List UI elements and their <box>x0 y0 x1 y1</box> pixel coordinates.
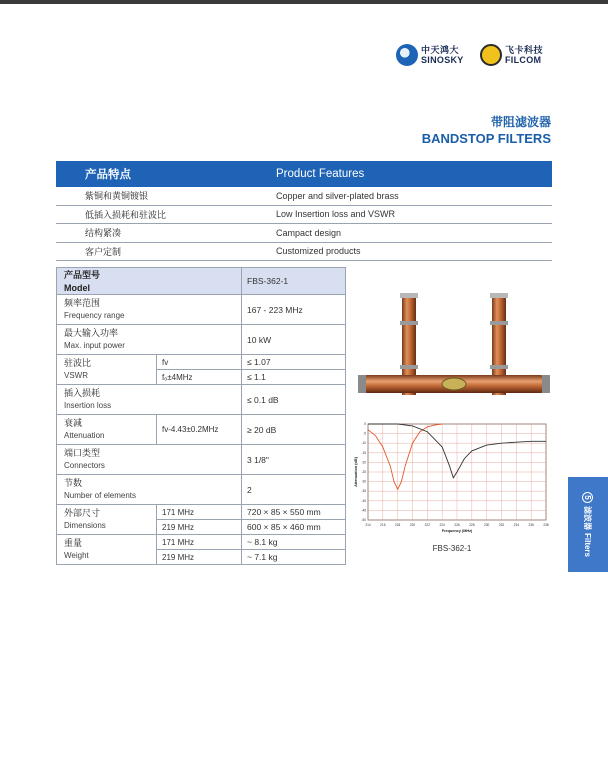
x-tick-label: 234 <box>513 523 519 527</box>
x-tick-label: 228 <box>469 523 475 527</box>
sinosky-logo-cn: 中天鸿大 <box>421 44 460 55</box>
weight-condition-1: 171 MHz <box>157 535 242 550</box>
weight-condition-2: 219 MHz <box>157 550 242 565</box>
x-axis-label: Frequency (MHz) <box>441 529 473 533</box>
section-tab-filters[interactable] <box>568 477 608 572</box>
spec-row-weight <box>57 535 346 550</box>
features-header-cn: 产品特点 <box>85 169 131 181</box>
x-tick-label: 226 <box>454 523 460 527</box>
atten-label-en: Attenuation <box>64 431 105 440</box>
atten-label-cn: 衰减 <box>64 418 83 428</box>
model-label-cn: 产品型号 <box>64 269 101 280</box>
sinosky-logo-icon <box>396 44 418 66</box>
power-label-en: Max. input power <box>64 341 125 350</box>
y-tick-label: -40 <box>361 498 366 503</box>
x-tick-label: 232 <box>498 523 505 527</box>
y-tick-label: -20 <box>361 460 366 465</box>
connectors-label-en: Connectors <box>64 461 105 470</box>
dimensions-value-1: 720 × 85 × 550 mm <box>242 505 346 520</box>
spec-row-dimensions <box>57 505 346 520</box>
spec-table <box>56 267 346 565</box>
vswr-value-2: ≤ 1.1 <box>242 370 346 385</box>
weight-label-en: Weight <box>64 551 89 560</box>
x-tick-label: 216 <box>380 523 386 527</box>
dimensions-label-cn: 外部尺寸 <box>64 508 101 518</box>
cap-left <box>400 293 418 298</box>
x-tick-label: 230 <box>484 523 490 527</box>
page-title-cn: 带阻滤波器 <box>490 115 551 129</box>
vswr-value-1: ≤ 1.07 <box>242 355 346 370</box>
x-tick-label: 224 <box>439 523 445 527</box>
connectors-label-cn: 端口类型 <box>64 448 101 458</box>
power-label-cn: 最大输入功率 <box>64 328 119 338</box>
feature-en: Low Insertion loss and VSWR <box>276 209 396 220</box>
features-table <box>56 161 552 261</box>
features-header-en: Product Features <box>276 168 365 180</box>
elements-label-cn: 节数 <box>64 478 83 488</box>
feature-en: Copper and silver-plated brass <box>276 190 399 201</box>
clamp-left-1 <box>400 321 418 325</box>
product-photo <box>356 283 552 413</box>
section-title-cn: 滤波器 <box>583 505 593 530</box>
feature-cn: 紫铜和黄铜镀银 <box>85 191 149 202</box>
section-number: 5 <box>583 492 594 503</box>
x-tick-label: 214 <box>365 523 371 527</box>
top-bar <box>0 0 608 4</box>
feature-en: Campact design <box>276 227 342 238</box>
y-tick-label: -50 <box>361 518 366 522</box>
feature-row <box>56 243 552 262</box>
y-tick-label: 0 <box>364 422 366 426</box>
y-tick-label: -5 <box>363 431 366 436</box>
spec-row-model <box>57 268 346 295</box>
spec-row-insertion-loss <box>57 385 346 415</box>
connector-right <box>542 375 550 393</box>
filcom-logo-en: FILCOM <box>505 54 542 65</box>
filcom-logo-cn: 飞卡科技 <box>505 44 544 55</box>
dimensions-condition-1: 171 MHz <box>157 505 242 520</box>
sinosky-logo-en: SINOSKY <box>421 54 464 65</box>
vswr-condition-2: fₒ±4MHz <box>157 370 242 385</box>
loss-label-cn: 插入损耗 <box>64 388 101 398</box>
spec-row-attenuation <box>57 415 346 445</box>
cap-right <box>490 293 508 298</box>
weight-value-2: ~ 7.1 kg <box>242 550 346 565</box>
sinosky-logo <box>396 44 464 66</box>
section-title-en: Filters <box>583 532 593 557</box>
connectors-value: 3 1/8" <box>242 445 346 475</box>
feature-row <box>56 206 552 225</box>
x-tick-label: 218 <box>395 523 401 527</box>
clamp-right-2 <box>490 365 508 369</box>
connector-left <box>358 375 366 393</box>
clamp-left-2 <box>400 365 418 369</box>
dimensions-label-en: Dimensions <box>64 521 106 530</box>
y-tick-label: -25 <box>361 470 366 474</box>
spec-row-frequency <box>57 295 346 325</box>
section-tab-label <box>568 477 608 572</box>
y-tick-label: -35 <box>361 489 366 494</box>
vswr-label-cn: 驻波比 <box>64 358 92 368</box>
y-tick-label: -15 <box>361 450 366 455</box>
page-title-en: BANDSTOP FILTERS <box>421 131 551 146</box>
x-tick-label: 220 <box>409 523 416 527</box>
dimensions-value-2: 600 × 85 × 460 mm <box>242 520 346 535</box>
frequency-label-en: Frequency range <box>64 311 125 320</box>
model-value: FBS-362-1 <box>242 268 346 295</box>
y-tick-label: -10 <box>361 441 366 446</box>
spec-row-vswr <box>57 355 346 370</box>
spec-row-connectors <box>57 445 346 475</box>
weight-value-1: ~ 8.1 kg <box>242 535 346 550</box>
chart-caption: FBS-362-1 <box>432 544 472 553</box>
attenuation-chart <box>352 420 552 540</box>
atten-condition: fv-4.43±0.2MHz <box>157 415 242 445</box>
dimensions-condition-2: 219 MHz <box>157 520 242 535</box>
features-header <box>56 161 552 187</box>
spec-row-elements <box>57 475 346 505</box>
x-tick-label: 222 <box>424 523 430 527</box>
loss-label-en: Insertion loss <box>64 401 112 410</box>
vswr-label-en: VSWR <box>64 371 88 380</box>
elements-label-en: Number of elements <box>64 491 137 500</box>
vswr-condition-1: fv <box>157 355 242 370</box>
spec-row-power <box>57 325 346 355</box>
feature-row <box>56 224 552 243</box>
x-tick-label: 236 <box>528 523 534 527</box>
loss-value: ≤ 0.1 dB <box>242 385 346 415</box>
x-tick-label: 238 <box>543 523 549 527</box>
clamp-right-1 <box>490 321 508 325</box>
power-value: 10 kW <box>242 325 346 355</box>
frequency-label-cn: 频率范围 <box>64 298 101 308</box>
frequency-value: 167 - 223 MHz <box>242 295 346 325</box>
product-label <box>442 378 466 390</box>
chart-svg <box>352 420 552 540</box>
y-tick-label: -45 <box>361 508 366 513</box>
model-label-en: Model <box>64 282 90 293</box>
feature-cn: 客户定制 <box>85 246 122 257</box>
filcom-logo <box>480 44 543 66</box>
weight-label-cn: 重量 <box>64 538 83 548</box>
filcom-logo-icon <box>480 44 502 66</box>
feature-en: Customized products <box>276 246 361 257</box>
atten-value: ≥ 20 dB <box>242 415 346 445</box>
feature-cn: 低插入损耗和驻波比 <box>85 209 167 220</box>
elements-value: 2 <box>242 475 346 505</box>
y-axis-label: Attenuation (dB) <box>354 457 358 487</box>
feature-cn: 结构紧凑 <box>85 228 122 239</box>
feature-row <box>56 187 552 206</box>
y-tick-label: -30 <box>361 479 366 484</box>
